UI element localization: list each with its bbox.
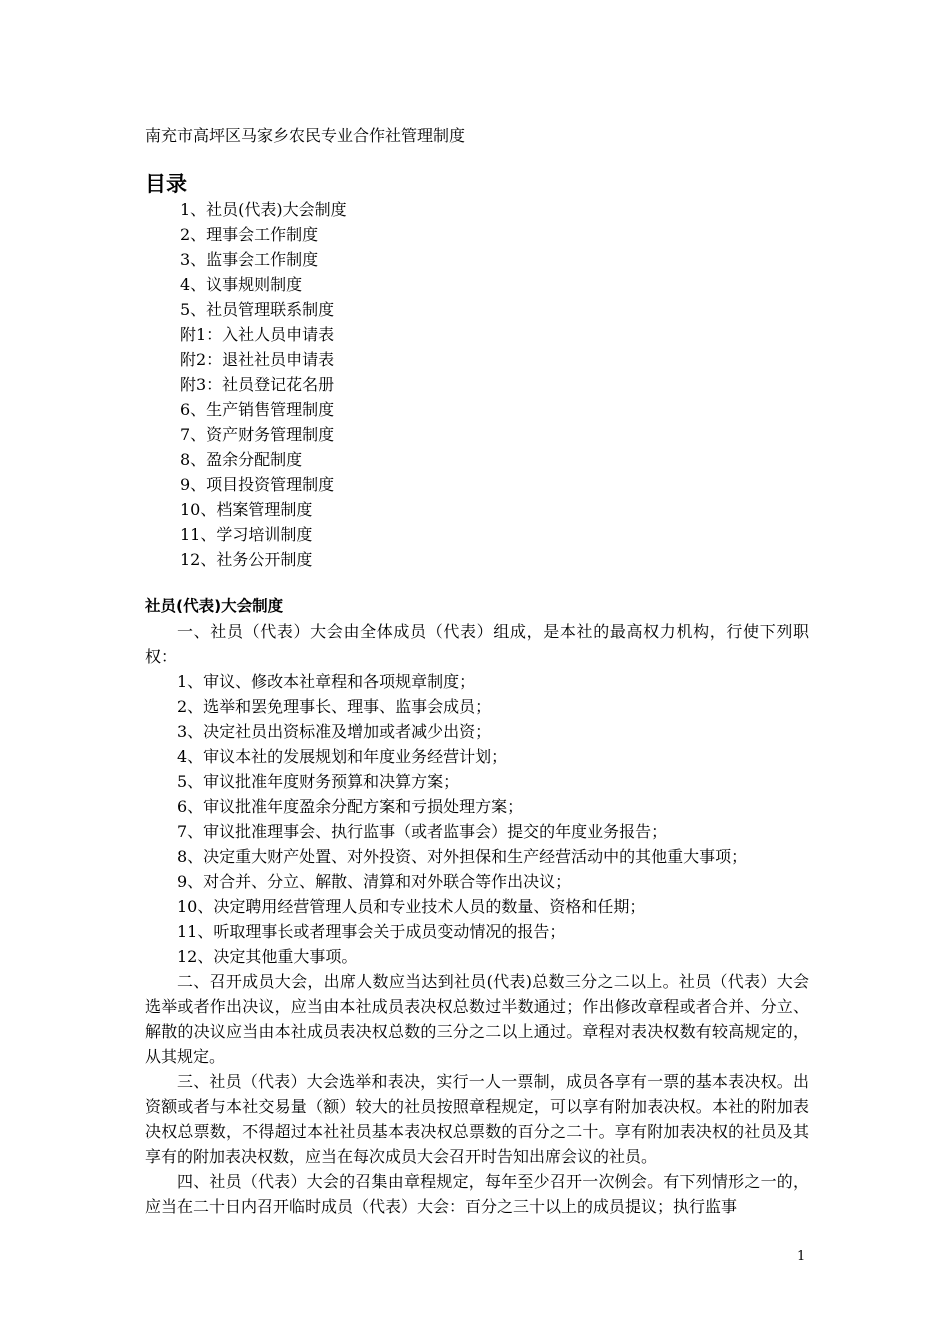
section-heading: 社员(代表)大会制度 xyxy=(145,597,284,615)
toc-item: 4、议事规则制度 xyxy=(180,275,303,294)
paragraph-3: 三、社员（代表）大会选举和表决，实行一人一票制，成员各享有一票的基本表决权。出资额或者与本社交易量（额）较大的社员按照章程规定，可以享有附加表决权。本社的附加表决权总票数，不得超过本社社员基本表决权总票数的百分之二十。享有附加表决权的社员及其享有的附加表决权数，应当在每次成员大会召开时告知出席会议的社员。 xyxy=(145,1072,809,1166)
toc-item: 12、社务公开制度 xyxy=(180,550,313,569)
toc-item: 附2：退社社员申请表 xyxy=(180,350,335,369)
power-item: 2、选举和罢免理事长、理事、监事会成员； xyxy=(177,697,492,716)
document-title: 南充市高坪区马家乡农民专业合作社管理制度 xyxy=(145,126,466,145)
power-item: 12、决定其他重大事项。 xyxy=(177,947,358,966)
toc-item: 2、理事会工作制度 xyxy=(180,225,319,244)
toc-heading: 目录 xyxy=(145,172,187,196)
power-item: 10、决定聘用经营管理人员和专业技术人员的数量、资格和任期； xyxy=(177,897,646,916)
power-item: 1、审议、修改本社章程和各项规章制度； xyxy=(177,672,476,691)
toc-item: 1、社员(代表)大会制度 xyxy=(180,200,347,219)
power-item: 5、审议批准年度财务预算和决算方案； xyxy=(177,772,460,791)
toc-item: 10、档案管理制度 xyxy=(180,500,313,519)
paragraph-1: 一、社员（代表）大会由全体成员（代表）组成，是本社的最高权力机构，行使下列职权： xyxy=(145,622,809,666)
power-item: 4、审议本社的发展规划和年度业务经营计划； xyxy=(177,747,508,766)
toc-item: 6、生产销售管理制度 xyxy=(180,400,335,419)
toc-item: 9、项目投资管理制度 xyxy=(180,475,335,494)
paragraph-4: 四、社员（代表）大会的召集由章程规定，每年至少召开一次例会。有下列情形之一的，应当在二十日内召开临时成员（代表）大会：百分之三十以上的成员提议；执行监事 xyxy=(145,1172,809,1216)
power-item: 9、对合并、分立、解散、清算和对外联合等作出决议； xyxy=(177,872,572,891)
paragraph-2: 二、召开成员大会，出席人数应当达到社员(代表)总数三分之二以上。社员（代表）大会选举或者作出决议，应当由本社成员表决权总数过半数通过；作出修改章程或者合并、分立、解散的决议应当由本社成员表决权总数的三分之二以上通过。章程对表决权数有较高规定的，从其规定。 xyxy=(145,972,809,1066)
toc-item: 3、监事会工作制度 xyxy=(180,250,319,269)
toc-item: 7、资产财务管理制度 xyxy=(180,425,335,444)
power-item: 6、审议批准年度盈余分配方案和亏损处理方案； xyxy=(177,797,524,816)
power-item: 11、听取理事长或者理事会关于成员变动情况的报告； xyxy=(177,922,566,941)
power-item: 3、决定社员出资标准及增加或者减少出资； xyxy=(177,722,492,741)
section-body xyxy=(145,619,809,1219)
toc-item: 附3：社员登记花名册 xyxy=(180,375,335,394)
table-of-contents xyxy=(180,197,347,572)
toc-item: 5、社员管理联系制度 xyxy=(180,300,335,319)
power-item: 8、决定重大财产处置、对外投资、对外担保和生产经营活动中的其他重大事项； xyxy=(177,847,748,866)
toc-item: 8、盈余分配制度 xyxy=(180,450,303,469)
toc-item: 附1：入社人员申请表 xyxy=(180,325,335,344)
toc-item: 11、学习培训制度 xyxy=(180,525,313,544)
power-item: 7、审议批准理事会、执行监事（或者监事会）提交的年度业务报告； xyxy=(177,822,668,841)
page-number: 1 xyxy=(797,1249,806,1264)
